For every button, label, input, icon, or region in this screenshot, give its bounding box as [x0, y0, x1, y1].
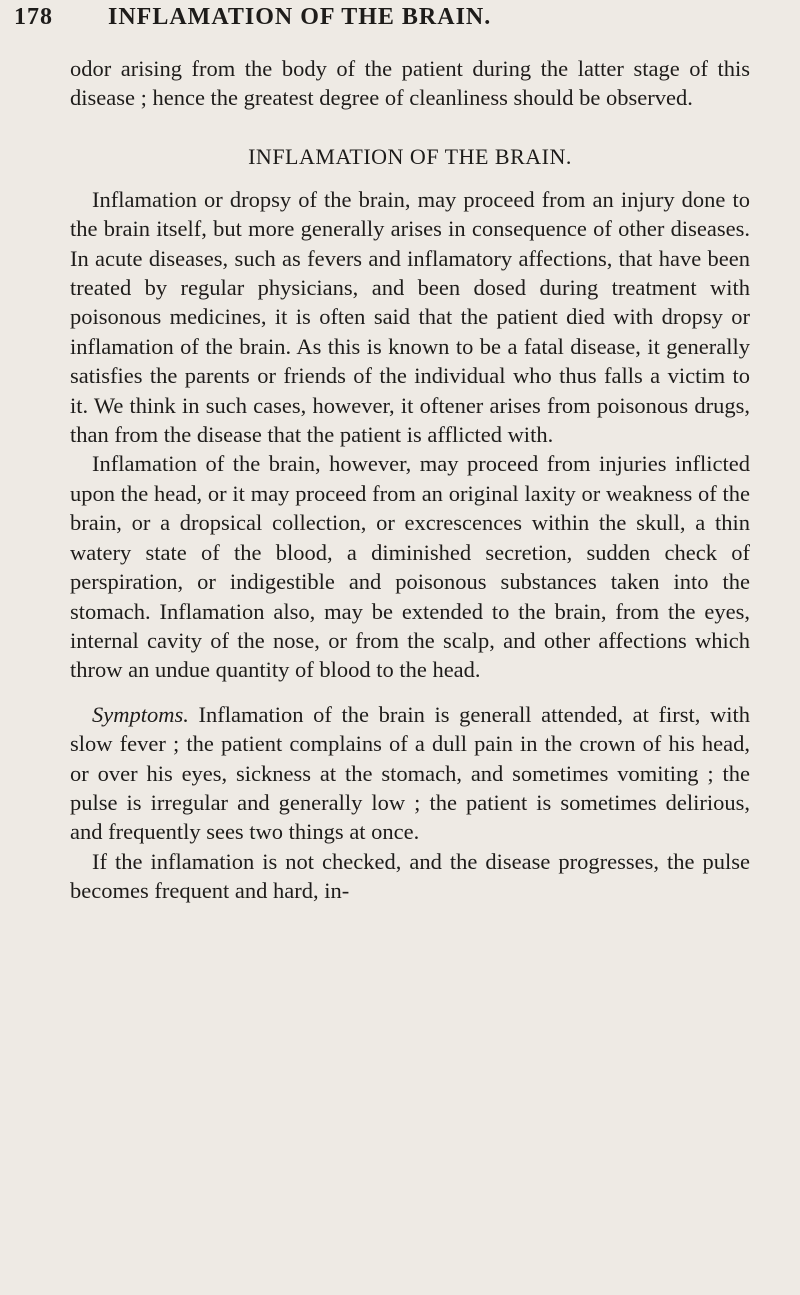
running-head: [14, 4, 794, 44]
symptoms-label: Symptoms.: [92, 701, 189, 727]
body-text: [70, 54, 750, 906]
section-heading: INFLAMATION OF THE BRAIN.: [248, 143, 572, 169]
paragraph-progression: If the inflamation is not checked, and the disease progresses, the pulse becomes frequent and hard, in-: [70, 848, 750, 904]
running-title: INFLAMATION OF THE BRAIN.: [108, 4, 492, 30]
paragraph-origins: Inflamation of the brain, however, may proceed from injuries inflicted upon the head, or it may proceed from an original laxity or weakness of the brain, or a dropsical collection, or excrescences within the skull, a thin watery state of the blood, a diminished secretion, sudden check of perspiration, or indigestible and poisonous substances taken into the stomach. Inflamation also, may be extended to the brain, from the eyes, internal cavity of the nose, or from the scalp, and other affections which throw an undue quantity of blood to the head.: [70, 451, 750, 683]
paragraph-causes: Inflamation or dropsy of the brain, may proceed from an injury done to the brain itself, but more generally arises in consequence of other diseases. In acute diseases, such as fevers and inflamatory affections, that have been treated by regular physicians, and been dosed during treatment with poisonous medicines, it is often said that the patient died with dropsy or inflamation of the brain. As this is known to be a fatal disease, it generally satisfies the parents or friends of the individual who thus falls a victim to it. We think in such cases, however, it oftener arises from poisonous drugs, than from the disease that the patient is afflicted with.: [70, 186, 750, 448]
symptoms-text: Inflamation of the brain is generall attended, at first, with slow fever ; the patient complains of a dull pain in the crown of his head, or over his eyes, sickness at the stomach, and sometimes vomiting ; the pulse is irregular and generally low ; the patient is sometimes delirious, and frequently sees two things at once.: [70, 701, 751, 845]
page-number: 178: [14, 4, 53, 30]
paragraph-gap: [70, 685, 750, 700]
paragraph-symptoms: [70, 700, 750, 847]
continuation-paragraph: odor arising from the body of the patient during the latter stage of this disease ; hence the greatest degree of cleanliness should be observed.: [70, 56, 750, 111]
